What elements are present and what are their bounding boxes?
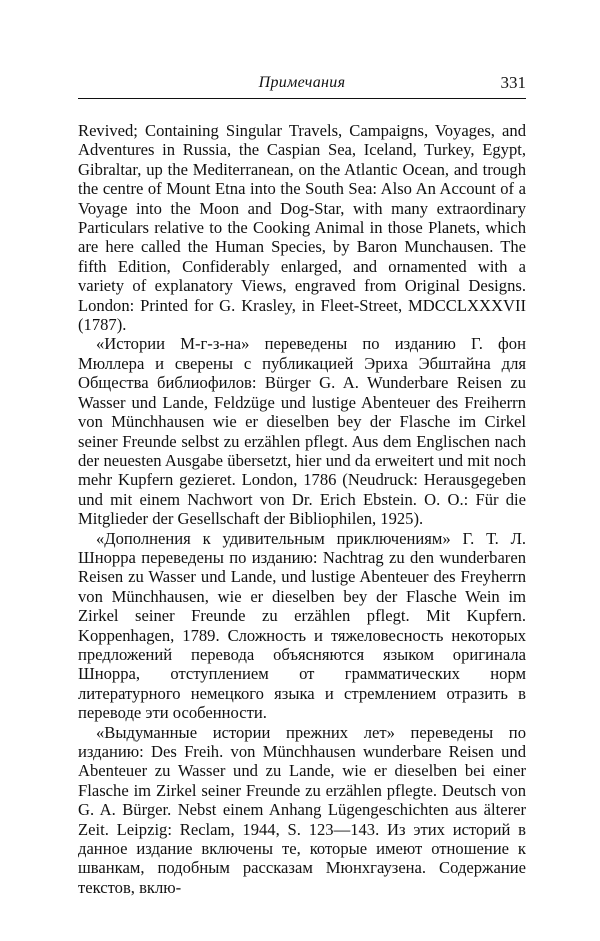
paragraph-munchausen-stories: «Истории М-г-з-на» переведены по изданию Г. фон Мюллера и сверены с публикацией Эриха Эбштайна для Общества библиофилов: Bürger G. A. Wunderbare Reisen zu Wasser und Lande, Feldzüge und lustige Abenteuer des Freiherrn von Münchhausen wie er dieselben bey der Flasche im Cirkel seiner Freunde selbst zu erzählen pflegt. Aus dem Englischen nach der neuesten Ausgabe übersetzt, hier und da erweitert und mit noch mehr Kupfern gezieret. London, 1786 (Neudruck: Herausgegeben und mit einem Nachwort von Dr. Erich Ebstein. O. O.: Für die Mitglieder der Gesellschaft der Bibliophilen, 1925). (78, 334, 526, 529)
paragraph-schnorr-additions: «Дополнения к удивительным приключениям» Г. Т. Л. Шнорра переведены по изданию: Nachtrag zu den wunderbaren Reisen zu Wasser und Lande, und lustige Abenteuer des Freyherrn von Münchhausen, wie er dieselben bey der Flasche Wein im Zirkel seiner Freunde zu erzählen pflegt. Mit Kupfern. Koppenhagen, 1789. Сложность и тяжеловесность некоторых предложений перевода объясняются языком оригинала Шнорра, отступлением от грамматических норм литературного немецкого языка и стремлением отразить в переводе эти особенности. (78, 528, 526, 723)
paragraph-invented-stories: «Выдуманные истории прежних лет» переведены по изданию: Des Freih. von Münchhausen wunderbare Reisen und Abenteuer zu Wasser und zu Lande, wie er dieselben bei einer Flasche im Zirkel seiner Freunde zu erzählen pflegte. Deutsch von G. A. Bürger. Nebst einem Anhang Lügengeschichten aus älterer Zeit. Leipzig: Reclam, 1944, S. 123—143. Из этих историй в данное издание включены те, которые имеют отношение к шванкам, подобным рассказам Мюнхгаузена. Содержание текстов, вклю- (78, 722, 526, 897)
body-text (78, 121, 526, 897)
running-title: Примечания (258, 74, 346, 91)
paragraph-continuation: Revived; Containing Singular Travels, Campaigns, Voyages, and Adventures in Russia, the Caspian Sea, Iceland, Turkey, Egypt, Gibraltar, up the Mediterranean, on the Atlantic Ocean, and trough the centre of Mount Etna into the South Sea: Also An Account of a Voyage into the Moon and Dog-Star, with many extraordinary Particulars relative to the Cooking Animal in those Planets, which are here called the Human Species, by Baron Munchausen. The fifth Edition, Confiderably enlarged, and ornamented with a variety of explanatory Views, engraved from Original Designs. London: Printed for G. Krasley, in Fleet-Street, MDCCLXXXVII (1787). (78, 121, 526, 335)
page-number: 331 (500, 73, 526, 92)
page-header (78, 72, 526, 99)
